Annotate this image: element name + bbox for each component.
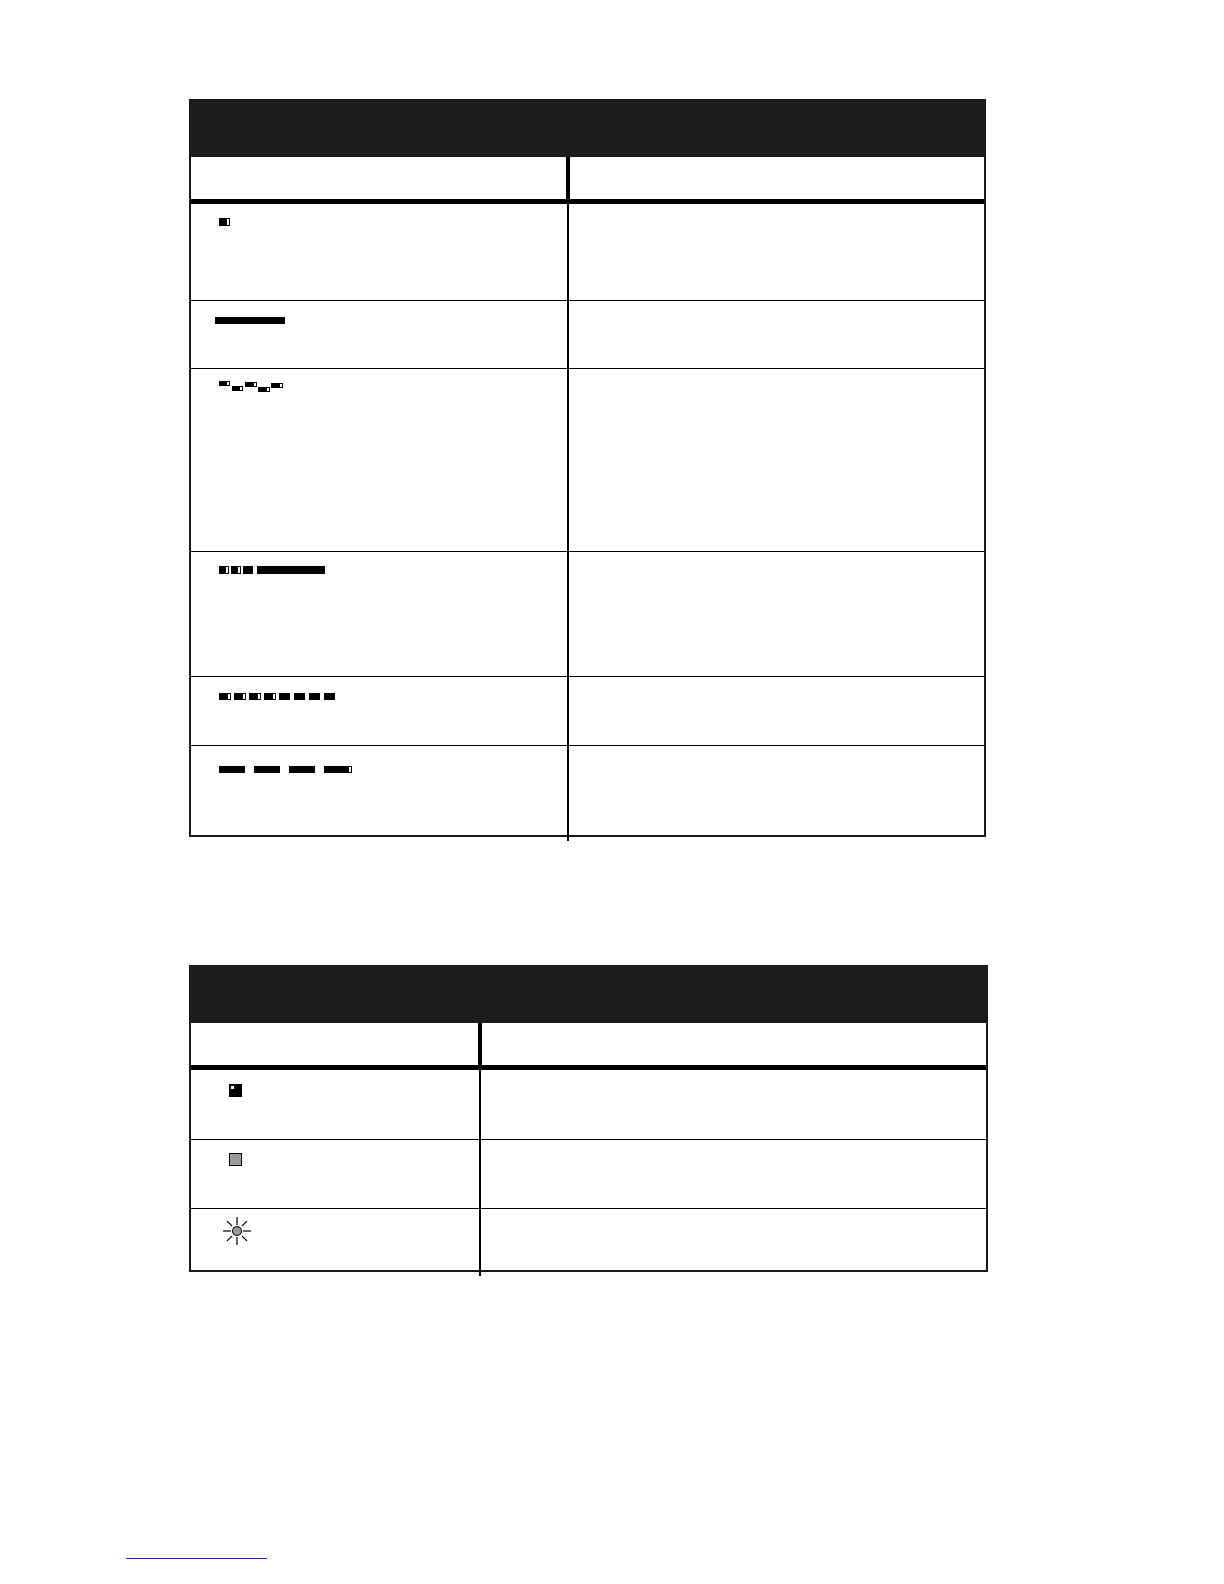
column-divider bbox=[479, 1070, 481, 1139]
column-divider bbox=[567, 301, 569, 368]
column-divider bbox=[567, 552, 569, 676]
column-divider bbox=[479, 1140, 481, 1208]
column-divider bbox=[567, 204, 569, 300]
table-row bbox=[191, 676, 984, 745]
table-row bbox=[191, 1139, 986, 1208]
table-row bbox=[191, 745, 984, 841]
led-pattern-table bbox=[189, 99, 986, 837]
column-divider bbox=[479, 1209, 481, 1276]
led-off-icon bbox=[229, 1153, 242, 1166]
column-divider bbox=[567, 369, 569, 551]
led-blinking-icon bbox=[221, 1215, 253, 1247]
table-column-header bbox=[191, 1023, 986, 1070]
column-divider bbox=[566, 157, 570, 199]
column-divider bbox=[478, 1023, 482, 1065]
table-column-header bbox=[191, 157, 984, 204]
column-divider bbox=[567, 677, 569, 745]
table-row bbox=[191, 1208, 986, 1276]
table-row bbox=[191, 300, 984, 368]
table-row bbox=[191, 1070, 986, 1139]
led-status-table bbox=[189, 965, 988, 1272]
column-divider bbox=[567, 746, 569, 841]
led-on-icon bbox=[229, 1084, 242, 1097]
table-row bbox=[191, 204, 984, 300]
footer-link-underline bbox=[126, 1558, 267, 1559]
table-title-bar bbox=[191, 101, 984, 157]
table-title-bar bbox=[191, 967, 986, 1023]
table-row bbox=[191, 551, 984, 676]
table-row bbox=[191, 368, 984, 551]
